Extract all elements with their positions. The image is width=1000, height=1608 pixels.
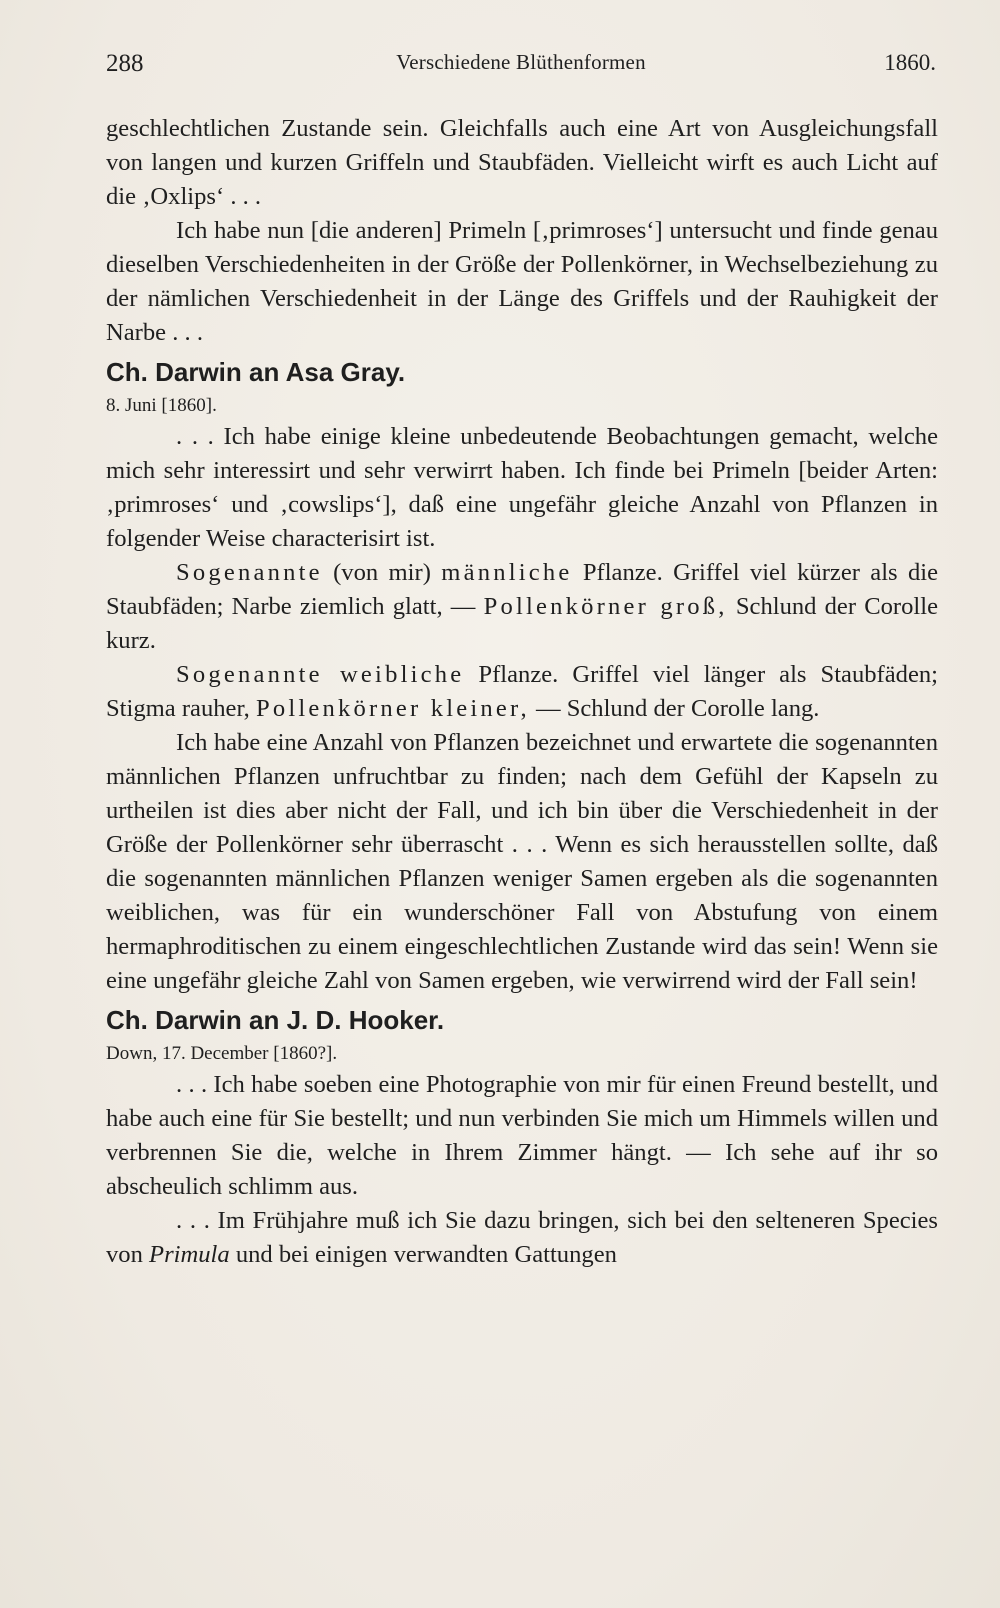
inline-text: Schlund der Corolle kurz. bbox=[106, 593, 938, 654]
inline-text: und bei einigen verwandten Gattungen bbox=[235, 1241, 617, 1268]
page-number: 288 bbox=[106, 50, 144, 77]
spaced-term: Pollenkörner groß, bbox=[483, 593, 728, 620]
running-title: Verschiedene Blüthenformen bbox=[396, 50, 646, 74]
page-header bbox=[106, 48, 936, 82]
header-year: 1860. bbox=[884, 50, 936, 75]
spaced-term: männliche bbox=[441, 559, 573, 586]
letter-paragraph: . . . Ich habe soeben eine Photographie von mir für einen Freund bestellt, und habe auch eine für Sie bestellt; und nun verbinden Sie mich um Himmels willen und verbrennen Sie die, welche in Ihrem Zimmer hängt. — Ich sehe auf ihr so abscheulich schlimm aus. bbox=[106, 1071, 938, 1200]
letter-paragraph-male bbox=[106, 556, 938, 658]
spaced-term: Sogenannte bbox=[176, 559, 323, 586]
page-body bbox=[106, 112, 938, 1272]
spaced-term: Sogenannte weibliche bbox=[176, 661, 465, 688]
inline-text: (von mir) bbox=[333, 559, 431, 586]
letter-heading-asa-gray: Ch. Darwin an Asa Gray. bbox=[106, 357, 406, 387]
inline-text: — Schlund der Corolle lang. bbox=[535, 695, 820, 722]
paragraph-primeln: Ich habe nun [die anderen] Primeln [‚primroses‘] untersucht und finde genau dieselben Verschiedenheiten in der Größe der Pollenkörner, in Wechselbeziehung zu der nämlichen Verschiedenheit in der Länge des Griffels und der Rauhigkeit der Narbe . . . bbox=[106, 217, 938, 346]
italic-term: Primula bbox=[149, 1241, 230, 1268]
letter-paragraph: Ich habe eine Anzahl von Pflanzen bezeichnet und erwartete die sogenannten männlichen Pflanzen unfruchtbar zu finden; nach dem Gefühl der Kapseln zu urtheilen ist dies aber nicht der Fall, und ich bin über die Verschiedenheit in der Größe der Pollenkörner sehr überrascht . . . Wenn es sich herausstellen sollte, daß die sogenannten männlichen Pflanzen weniger Samen ergeben als die sogenannten weiblichen, was für ein wunderschöner Fall von Abstufung von einem hermaphroditischen zu einem eingeschlechtlichen Zustande wird das sein! Wenn sie eine ungefähr gleiche Zahl von Samen ergeben, wie verwirrend wird der Fall sein! bbox=[106, 729, 938, 994]
letter-paragraph-last bbox=[106, 1204, 938, 1272]
inline-text: Pflanze. Griffel viel kürzer als die Staubfäden; Narbe ziemlich glatt, — bbox=[106, 559, 939, 620]
inline-text: . . . Im Frühjahre muß ich Sie dazu bringen, sich bei den selteneren Species von bbox=[106, 1207, 938, 1268]
continued-paragraph: geschlechtlichen Zustande sein. Gleichfalls auch eine Art von Ausgleichungsfall von langen und kurzen Griffeln und Staubfäden. Vielleicht wirft es auch Licht auf die ‚Oxlips‘ . . . bbox=[106, 115, 938, 210]
letter-dateline-asa-gray: 8. Juni [1860]. bbox=[106, 395, 217, 416]
inline-text: Pflanze. Griffel viel länger als Staubfäden; Stigma rauher, bbox=[106, 661, 938, 722]
letter-heading-hooker: Ch. Darwin an J. D. Hooker. bbox=[106, 1005, 445, 1035]
spaced-term: Pollenkörner kleiner, bbox=[255, 695, 530, 722]
letter-paragraph: . . . Ich habe einige kleine unbedeutende Beobachtungen gemacht, welche mich sehr interessirt und sehr verwirrt haben. Ich finde bei Primeln [beider Arten: ‚primroses‘ und ‚cowslips‘], daß eine ungefähr gleiche Anzahl von Pflanzen in folgender Weise characterisirt ist. bbox=[106, 423, 938, 552]
letter-dateline-hooker: Down, 17. December [1860?]. bbox=[106, 1043, 338, 1064]
letter-paragraph-female bbox=[106, 658, 938, 726]
